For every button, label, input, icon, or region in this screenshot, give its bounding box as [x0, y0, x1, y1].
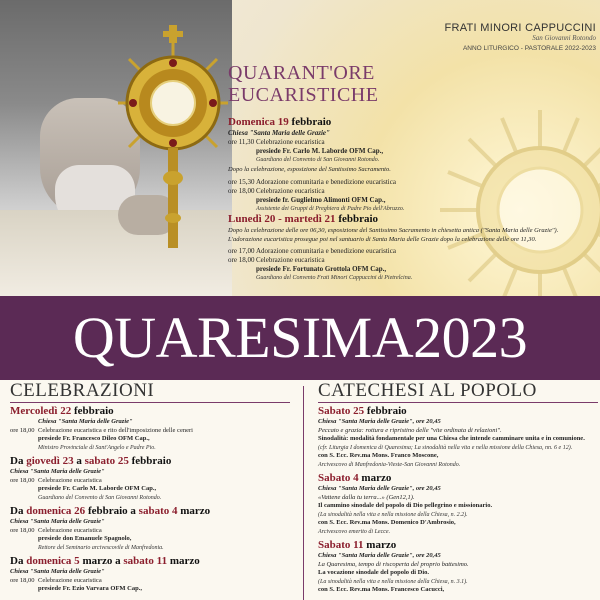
- quarantore-day2: [228, 213, 598, 283]
- day2-note1: Dopo la celebrazione delle ore 06,30, esposizione del Santissimo Sacramento in chiesetta antica ("Santa Maria delle Grazie").: [228, 227, 559, 234]
- quarantore-day1: [228, 116, 598, 214]
- day1-r3-time: ore 18,00: [228, 187, 255, 195]
- logo: [440, 22, 596, 52]
- logo-year: ANNO LITURGICO - PASTORALE 2022-2023: [462, 45, 596, 52]
- banner-title: QUARESIMA2023: [72, 305, 528, 370]
- day2-r2-role: Guardiano del Convento Frati Minori Cappuccini di Pietrelcina.: [256, 275, 413, 281]
- celebrazione-item: Da giovedì 23 a sabato 25 febbraio Chiesa "Santa Maria delle Grazie" ore 18,00 Celebrazione eucaristica presiede Fr. Carlo M. Laborde OFM Cap., Guardiano del Convento di San Giovanni Rotondo.: [10, 455, 172, 501]
- day1-r2-text: Adorazione comunitaria e benedizione eucaristica: [256, 178, 396, 186]
- day2-r2-text: Celebrazione eucaristica: [256, 256, 325, 264]
- day2-r2-presider: presiede Fr. Fortunato Grottola OFM Cap.,: [256, 265, 387, 273]
- logo-title: FRATI MINORI CAPPUCCINI: [444, 22, 596, 34]
- column-divider: [303, 386, 304, 600]
- day1-note: Dopo la celebrazione, esposizione del Santissimo Sacramento.: [228, 166, 391, 173]
- catechesi-item: Sabato 25 febbraio Chiesa "Santa Maria delle Grazie", ore 20,45 Peccato e grazia: rottura e ripristino delle "vite ordinata di relazioni". Sinodalità: modalità fondamentale per una Chiesa che intende camminare unita e in comunione. (cfr. Liturgia I domenica di Quaresima; La sinodalità nella vita e nella missione della Chiesa, nn. 6 e 12). con S. Ecc. Rev.ma Mons. Franco Moscone, Arcivescovo di Manfredonia-Vieste-San Giovanni Rotondo.: [318, 405, 585, 468]
- catechesi-item: Sabato 4 marzo Chiesa "Santa Maria delle Grazie", ore 20,45 «Vattene dalla tu terra...» (Gen12,1). Il cammino sinodale del popolo di Dio pellegrino e missionario. (La sinodalità nella vita e nella missione della Chiesa, n. 2.2). con S. Ecc. Rev.ma Mons. Domenico D'Ambrosio, Arcivescovo emerito di Lecce.: [318, 472, 493, 535]
- day2-date: Lunedì 20 - martedì 21 febbraio: [228, 213, 379, 225]
- day1-r3-role: Assistente dei Gruppi di Preghiera di Padre Pio dell'Abruzzo.: [256, 206, 405, 212]
- day1-r3-presider: presiede fr. Guglielmo Alimonti OFM Cap.,: [256, 196, 386, 204]
- quaresima-banner: [0, 296, 600, 380]
- day2-r1-time: ore 17,00: [228, 247, 255, 255]
- celebrazioni-title: CELEBRAZIONI: [10, 380, 155, 401]
- day2-r2-time: ore 18,00: [228, 256, 255, 264]
- catechesi-title: CATECHESI AL POPOLO: [318, 380, 537, 401]
- celebrazione-item: Da domenica 26 febbraio a sabato 4 marzo Chiesa "Santa Maria delle Grazie" ore 18,00 Celebrazione eucaristica presiede don Emanuele Spagnolo, Rettore del Seminario arcivescovile di Manfredonia.: [10, 505, 211, 551]
- day1-r1-role: Guardiano del Convento di San Giovanni Rotondo.: [256, 157, 380, 163]
- logo-subtitle: San Giovanni Rotondo: [532, 34, 596, 42]
- day1-r2-time: ore 15,30: [228, 178, 255, 186]
- catechesi-column: [318, 380, 596, 598]
- celebrazione-item: Mercoledì 22 febbraio Chiesa "Santa Maria delle Grazie" ore 18,00 Celebrazione eucaristica e rito dell'imposizione delle ceneri presiede Fr. Francesco Dileo OFM Cap., Ministro Provinciale di Sant'Angelo e Padre Pio.: [10, 405, 193, 451]
- bottom-section: [0, 380, 600, 600]
- catechesi-item: Sabato 11 marzo Chiesa "Santa Maria delle Grazie", ore 20,45 La Quaresima, tempo di riscoperta del proprio battesimo. La vocazione sinodale del popolo di Dio. (La sinodalità nella vita e nella missione della Chiesa, n. 3.1). con S. Ecc. Rev.ma Mons. Francesco Cacucci,: [318, 539, 469, 593]
- day2-note2: L'adorazione eucaristica prosegue poi nel santuario di Santa Maria delle Grazie dopo la celebrazione delle ore 11,30.: [228, 236, 537, 243]
- celebrazioni-column: [10, 380, 300, 597]
- day1-r1-presider: presiede Fr. Carlo M. Laborde OFM Cap.,: [256, 147, 384, 155]
- day1-r3-text: Celebrazione eucaristica: [256, 187, 325, 195]
- day1-r1-text: Celebrazione eucaristica: [256, 138, 325, 146]
- monstrance-icon: [118, 18, 228, 268]
- quarantore-title: [228, 62, 378, 106]
- quarantore-title-line1: QUARANT'ORE: [228, 62, 375, 84]
- day2-r1-text: Adorazione comunitaria e benedizione eucaristica: [256, 247, 396, 255]
- top-section: [0, 0, 600, 296]
- quarantore-title-line2: EUCARISTICHE: [228, 84, 379, 106]
- day1-church: Chiesa "Santa Maria delle Grazie": [228, 129, 330, 137]
- day1-date: Domenica 19 febbraio: [228, 116, 332, 128]
- day1-r1-time: ore 11,30: [228, 138, 255, 146]
- celebrazione-item: Da domenica 5 marzo a sabato 11 marzo Chiesa "Santa Maria delle Grazie" ore 18,00 Celebrazione eucaristica presiede Fr. Ezio Varvara OFM Cap.,: [10, 555, 200, 592]
